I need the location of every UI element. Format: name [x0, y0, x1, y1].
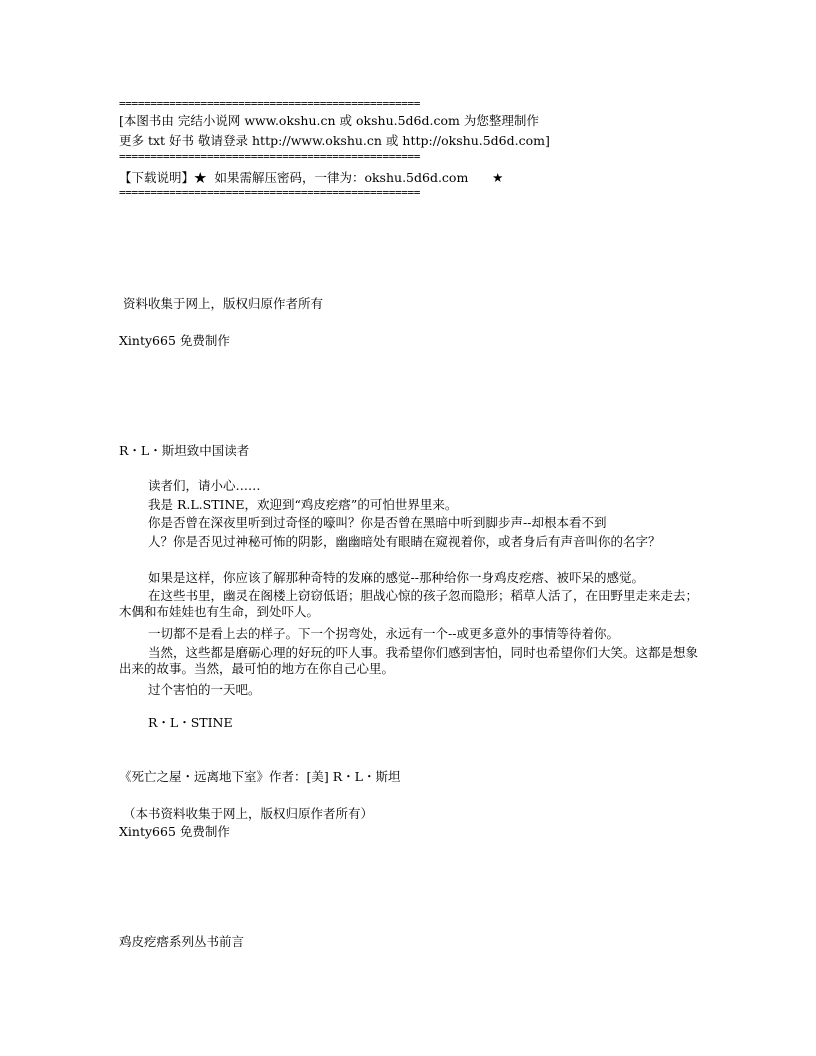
- letter-paragraph: 如果是这样，你应该了解那种奇特的发麻的感觉--那种给你一身鸡皮疙瘩、被吓呆的感觉。: [148, 570, 644, 585]
- series-preface-title: 鸡皮疙瘩系列丛书前言: [119, 934, 245, 949]
- separator-line: ================================================: [119, 97, 421, 110]
- letter-paragraph: 在这些书里，幽灵在阁楼上窃窃低语；胆战心惊的孩子忽而隐形；稻草人活了，在田野里走来走去；木偶和布娃娃也有生命，到处吓人。: [119, 588, 699, 619]
- letter-title: R・L・斯坦致中国读者: [119, 443, 250, 458]
- maker-credit: Xinty665 免费制作: [119, 333, 230, 348]
- separator-line: ================================================: [119, 186, 421, 199]
- letter-paragraph: 你是否曾在深夜里听到过奇怪的嚎叫？你是否曾在黑暗中听到脚步声--却根本看不到: [148, 515, 607, 530]
- letter-signature: R・L・STINE: [148, 715, 233, 730]
- letter-paragraph: 我是 R.L.STINE，欢迎到“鸡皮疙瘩”的可怕世界里来。: [148, 497, 458, 512]
- book-maker-credit: Xinty665 免费制作: [119, 824, 230, 839]
- letter-paragraph: 一切都不是看上去的样子。下一个拐弯处，永远有一个--或更多意外的事情等待着你。: [148, 626, 619, 641]
- letter-paragraph: 读者们，请小心……: [148, 478, 261, 493]
- header-line-2: 更多 txt 好书 敬请登录 http://www.okshu.cn 或 http://okshu.5d6d.com]: [119, 133, 550, 148]
- letter-paragraph: 当然，这些都是磨砺心理的好玩的吓人事。我希望你们感到害怕，同时也希望你们大笑。这都是想象出来的故事。当然，最可怕的地方在你自己心里。: [119, 645, 699, 676]
- download-note: 【下载说明】★ 如果需解压密码，一律为：okshu.5d6d.com ★: [119, 170, 504, 185]
- book-title-line: 《死亡之屋・远离地下室》作者：[美] R・L・斯坦: [119, 769, 401, 784]
- letter-paragraph: 人？你是否见过神秘可怖的阴影，幽幽暗处有眼睛在窥视着你，或者身后有声音叫你的名字？: [148, 534, 661, 549]
- book-copyright-note: （本书资料收集于网上，版权归原作者所有）: [119, 806, 373, 821]
- letter-paragraph: 过个害怕的一天吧。: [148, 682, 261, 697]
- copyright-note: 资料收集于网上，版权归原作者所有: [119, 296, 323, 311]
- separator-line: ================================================: [119, 150, 421, 163]
- header-line-1: [本图书由 完结小说网 www.okshu.cn 或 okshu.5d6d.com 为您整理制作: [119, 113, 539, 128]
